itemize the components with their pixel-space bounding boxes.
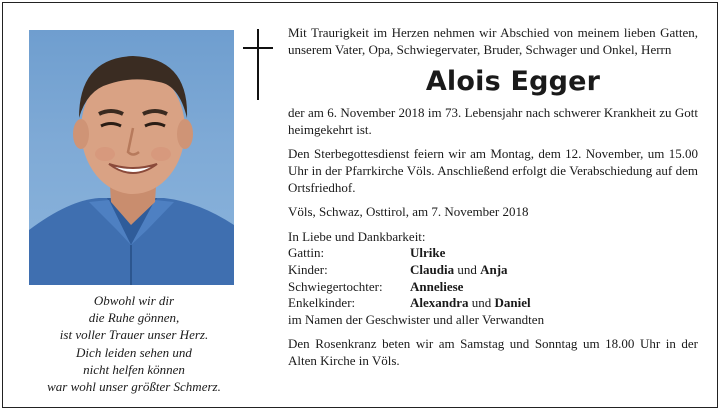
family-row xyxy=(288,295,698,312)
family-joiner: und xyxy=(468,295,495,311)
family-name: Alexandra xyxy=(410,295,469,311)
portrait-photo-illustration xyxy=(29,30,234,285)
family-row xyxy=(288,245,698,262)
portrait-photo xyxy=(29,30,234,285)
poem-line: nicht helfen können xyxy=(83,361,185,377)
relatives-line: im Namen der Geschwister und aller Verwandten xyxy=(288,311,545,327)
poem-line: war wohl unser größter Schmerz. xyxy=(47,379,221,395)
gratitude-line: In Liebe und Dankbarkeit: xyxy=(288,228,426,244)
family-name: Daniel xyxy=(494,295,531,311)
obituary-notice xyxy=(2,2,718,408)
notice-text xyxy=(288,25,698,370)
poem-line: ist voller Trauer unser Herz. xyxy=(59,327,209,343)
family-row xyxy=(288,279,698,296)
poem xyxy=(23,292,245,395)
death-text: der am 6. November 2018 im 73. Lebensjahr nach schwerer Krankheit zu Gott heimgekehrt ist. xyxy=(288,105,698,137)
intro-text: Mit Traurigkeit im Herzen nehmen wir Abschied von meinem lieben Gatten, unserem Vater, Opa, Schwiegervater, Bruder, Schwager und Onkel, Herrn xyxy=(288,25,698,57)
family-label: Kinder: xyxy=(288,261,328,277)
poem-line: Obwohl wir dir xyxy=(93,293,175,308)
cross-icon xyxy=(243,27,273,102)
rosary-text: Den Rosenkranz beten wir am Samstag und Sonntag um 18.00 Uhr in der Alten Kirche in Völs. xyxy=(288,336,698,368)
family-name: Ulrike xyxy=(410,245,446,261)
service-text: Den Sterbegottesdienst feiern wir am Montag, dem 12. November, um 15.00 Uhr in der Pfarrkirche Völs. Anschließend erfolgt die Verabschiedung auf dem Ortsfriedhof. xyxy=(288,146,698,195)
family-label: Gattin: xyxy=(288,245,325,261)
family-name: Anja xyxy=(480,261,508,277)
family-joiner: und xyxy=(454,261,481,277)
place-date: Völs, Schwaz, Osttirol, am 7. November 2018 xyxy=(288,204,529,220)
family-list xyxy=(288,245,698,311)
family-label: Schwiegertochter: xyxy=(288,278,383,294)
family-name: Claudia xyxy=(410,261,455,277)
family-row xyxy=(288,262,698,279)
deceased-name: Alois Egger xyxy=(425,66,601,98)
family-name: Anneliese xyxy=(410,278,464,294)
poem-line: die Ruhe gönnen, xyxy=(88,310,180,326)
poem-line: Dich leiden sehen und xyxy=(76,344,192,360)
family-label: Enkelkinder: xyxy=(288,295,356,311)
